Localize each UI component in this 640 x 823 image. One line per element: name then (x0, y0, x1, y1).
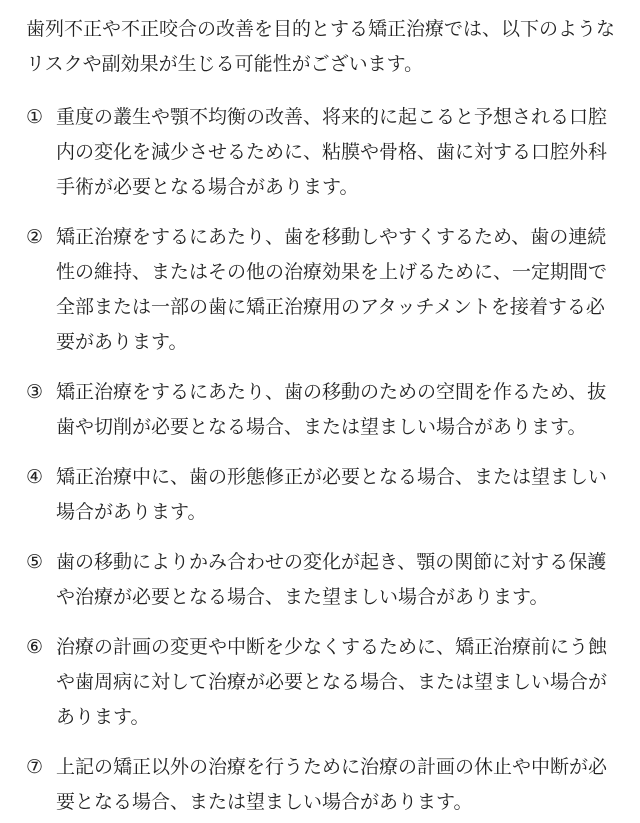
item-number: ⑦ (26, 756, 44, 778)
list-item (26, 100, 618, 205)
item-number: ① (26, 106, 44, 128)
item-number: ③ (26, 381, 44, 403)
list-item (26, 545, 618, 615)
item-text: 矯正治療をするにあたり、歯を移動しやすくするため、歯の連続性の維持、またはその他の治療効果を上げるために、一定期間で全部または一部の歯に矯正治療用のアタッチメントを接着する必要があります。 (56, 226, 608, 353)
risk-list (26, 100, 618, 820)
item-text: 治療の計画の変更や中断を少なくするために、矯正治療前にう蝕や歯周病に対して治療が必要となる場合、または望ましい場合があります。 (56, 636, 608, 728)
item-number: ④ (26, 466, 44, 488)
list-item (26, 220, 618, 360)
item-text: 歯の移動によりかみ合わせの変化が起き、顎の関節に対する保護や治療が必要となる場合、また望ましい場合があります。 (56, 551, 607, 608)
intro-paragraph: 歯列不正や不正咬合の改善を目的とする矯正治療では、以下のようなリスクや副効果が生じる可能性がございます。 (26, 18, 616, 75)
item-number: ⑥ (26, 636, 44, 658)
list-item (26, 750, 618, 820)
list-item (26, 630, 618, 735)
item-text: 重度の叢生や顎不均衡の改善、将来的に起こると予想される口腔内の変化を減少させるために、粘膜や骨格、歯に対する口腔外科手術が必要となる場合があります。 (56, 106, 608, 198)
list-item (26, 460, 618, 530)
item-text: 矯正治療中に、歯の形態修正が必要となる場合、または望ましい場合があります。 (56, 466, 608, 523)
item-number: ⑤ (26, 551, 44, 573)
list-item (26, 375, 618, 445)
item-text: 矯正治療をするにあたり、歯の移動のための空間を作るため、抜歯や切削が必要となる場合、または望ましい場合があります。 (56, 381, 607, 438)
item-number: ② (26, 226, 44, 248)
item-text: 上記の矯正以外の治療を行うために治療の計画の休止や中断が必要となる場合、または望ましい場合があります。 (56, 756, 608, 813)
